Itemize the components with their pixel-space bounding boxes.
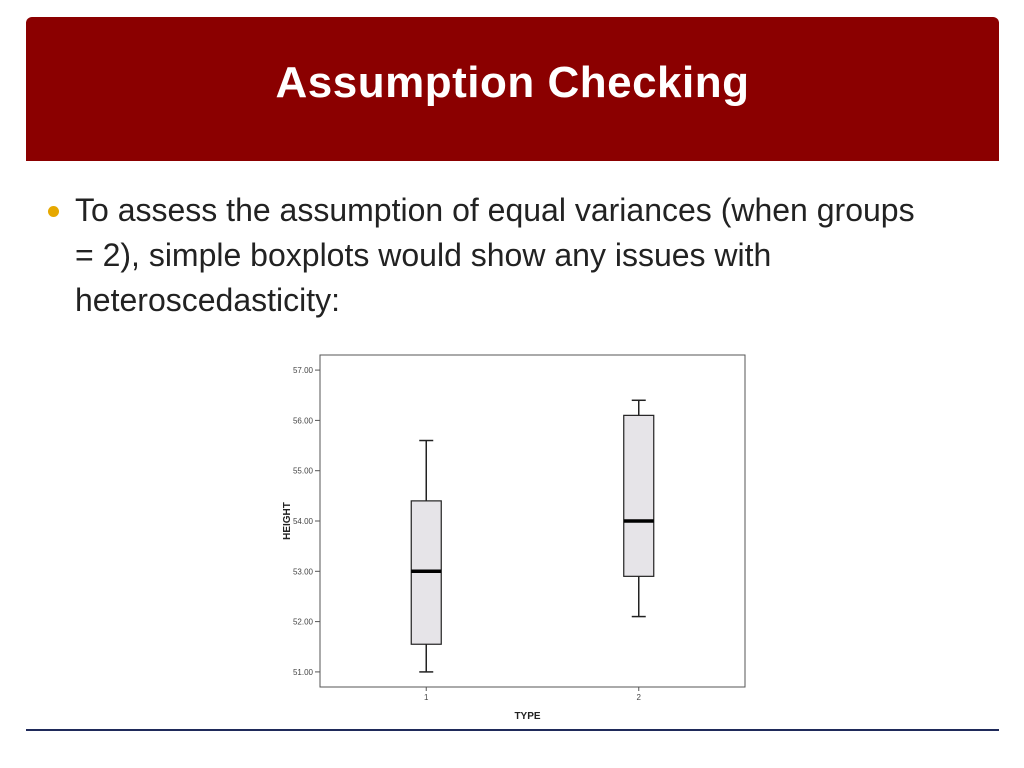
boxplot-svg [270,350,750,730]
x-tick-label: 2 [636,693,641,702]
bullet-item [48,188,948,323]
bullet-dot-icon [48,206,59,217]
footer-divider [26,729,999,731]
box-2 [624,415,654,576]
slide-title: Assumption Checking [275,58,750,107]
y-tick-label: 51.00 [292,667,313,677]
plot-frame [320,355,745,687]
y-tick-label: 54.00 [292,517,313,526]
x-axis-label: TYPE [514,711,541,722]
y-tick-label: 53.00 [292,567,313,577]
x-tick-label: 1 [424,693,429,702]
bullet-text: To assess the assumption of equal variances (when groups = 2), simple boxplots would show any issues with heteroscedasticity: [75,192,915,318]
y-tick-label: 56.00 [292,416,313,426]
y-tick-label: 57.00 [292,366,313,376]
y-axis-label: HEIGHT [282,502,293,540]
y-tick-label: 52.00 [292,617,313,627]
y-tick-label: 55.00 [292,466,313,476]
title-bar [26,17,999,161]
boxplot-chart [270,350,750,730]
